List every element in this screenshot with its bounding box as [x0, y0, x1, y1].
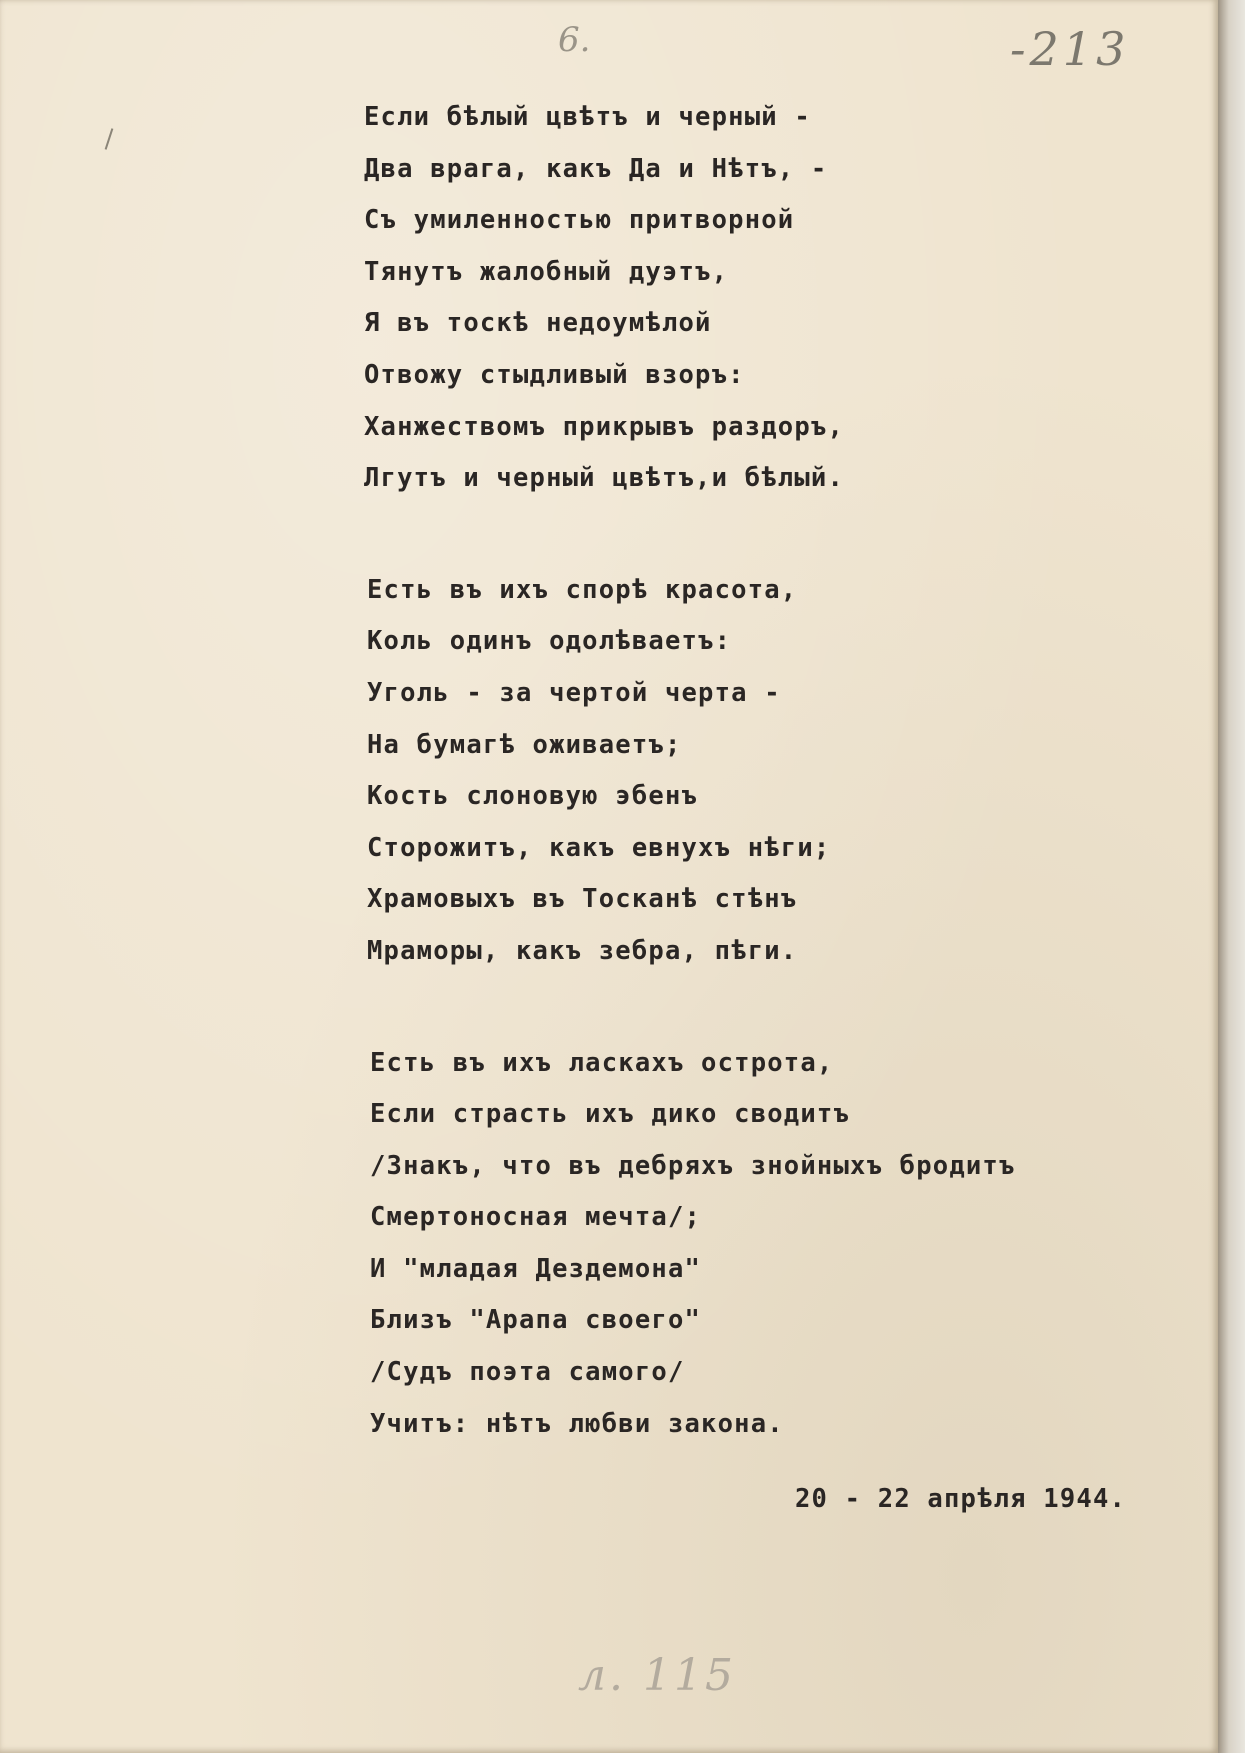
- poem-line: Учитъ: нѣтъ любви закона.: [370, 1408, 784, 1439]
- stanza-2: [367, 565, 1064, 978]
- poem-line: Есть въ ихъ спорѣ красота,: [367, 574, 798, 605]
- poem-line: /Судъ поэта самого/: [370, 1357, 685, 1388]
- poem-body: [364, 92, 1064, 1450]
- archive-leaf-number: л. 115: [578, 1650, 736, 1701]
- poem-date: 20 - 22 апрѣля 1944.: [795, 1484, 1127, 1514]
- poem-line: Ханжествомъ прикрывъ раздоръ,: [364, 411, 845, 442]
- poem-line: Если страсть ихъ дико сводитъ: [370, 1099, 851, 1130]
- poem-line: И "младая Дездемона": [370, 1253, 702, 1284]
- poem-line: Два врага, какъ Да и Нѣтъ, -: [364, 153, 828, 184]
- poem-line: Съ умиленностью притворной: [364, 205, 795, 236]
- poem-line: Лгутъ и черный цвѣтъ,и бѣлый.: [364, 463, 845, 494]
- poem-line: Мраморы, какъ зебра, пѣги.: [367, 935, 798, 966]
- poem-line: Есть въ ихъ ласкахъ острота,: [370, 1047, 834, 1078]
- poem-line: Я въ тоскѣ недоумѣлой: [364, 308, 712, 339]
- poem-line: Смертоносная мечта/;: [370, 1202, 702, 1233]
- stanza-1: [364, 92, 1064, 505]
- stanza-3: [370, 1038, 1064, 1451]
- poem-line: Коль одинъ одолѣваетъ:: [367, 626, 732, 657]
- poem-line: Сторожитъ, какъ евнухъ нѣги;: [367, 832, 831, 863]
- scan-background-edge: [1218, 0, 1245, 1753]
- poem-line: Отвожу стыдливый взоръ:: [364, 359, 745, 390]
- poem-line: Кость слоновую эбенъ: [367, 781, 699, 812]
- handwritten-folio-number: -213: [1010, 22, 1130, 76]
- poem-line: Тянутъ жалобный дуэтъ,: [364, 256, 729, 287]
- poem-line: Храмовыхъ въ Тосканѣ стѣнъ: [367, 884, 798, 915]
- poem-line: Уголь - за чертой черта -: [367, 677, 781, 708]
- pencil-tick-mark: [105, 128, 114, 150]
- poem-line: На бумагѣ оживаетъ;: [367, 729, 682, 760]
- poem-line: Близъ "Арапа своего": [370, 1305, 702, 1336]
- handwritten-page-number: 6.: [558, 20, 591, 60]
- poem-line: /Знакъ, что въ дебряхъ знойныхъ бродитъ: [370, 1150, 1016, 1181]
- poem-line: Если бѣлый цвѣтъ и черный -: [364, 102, 811, 132]
